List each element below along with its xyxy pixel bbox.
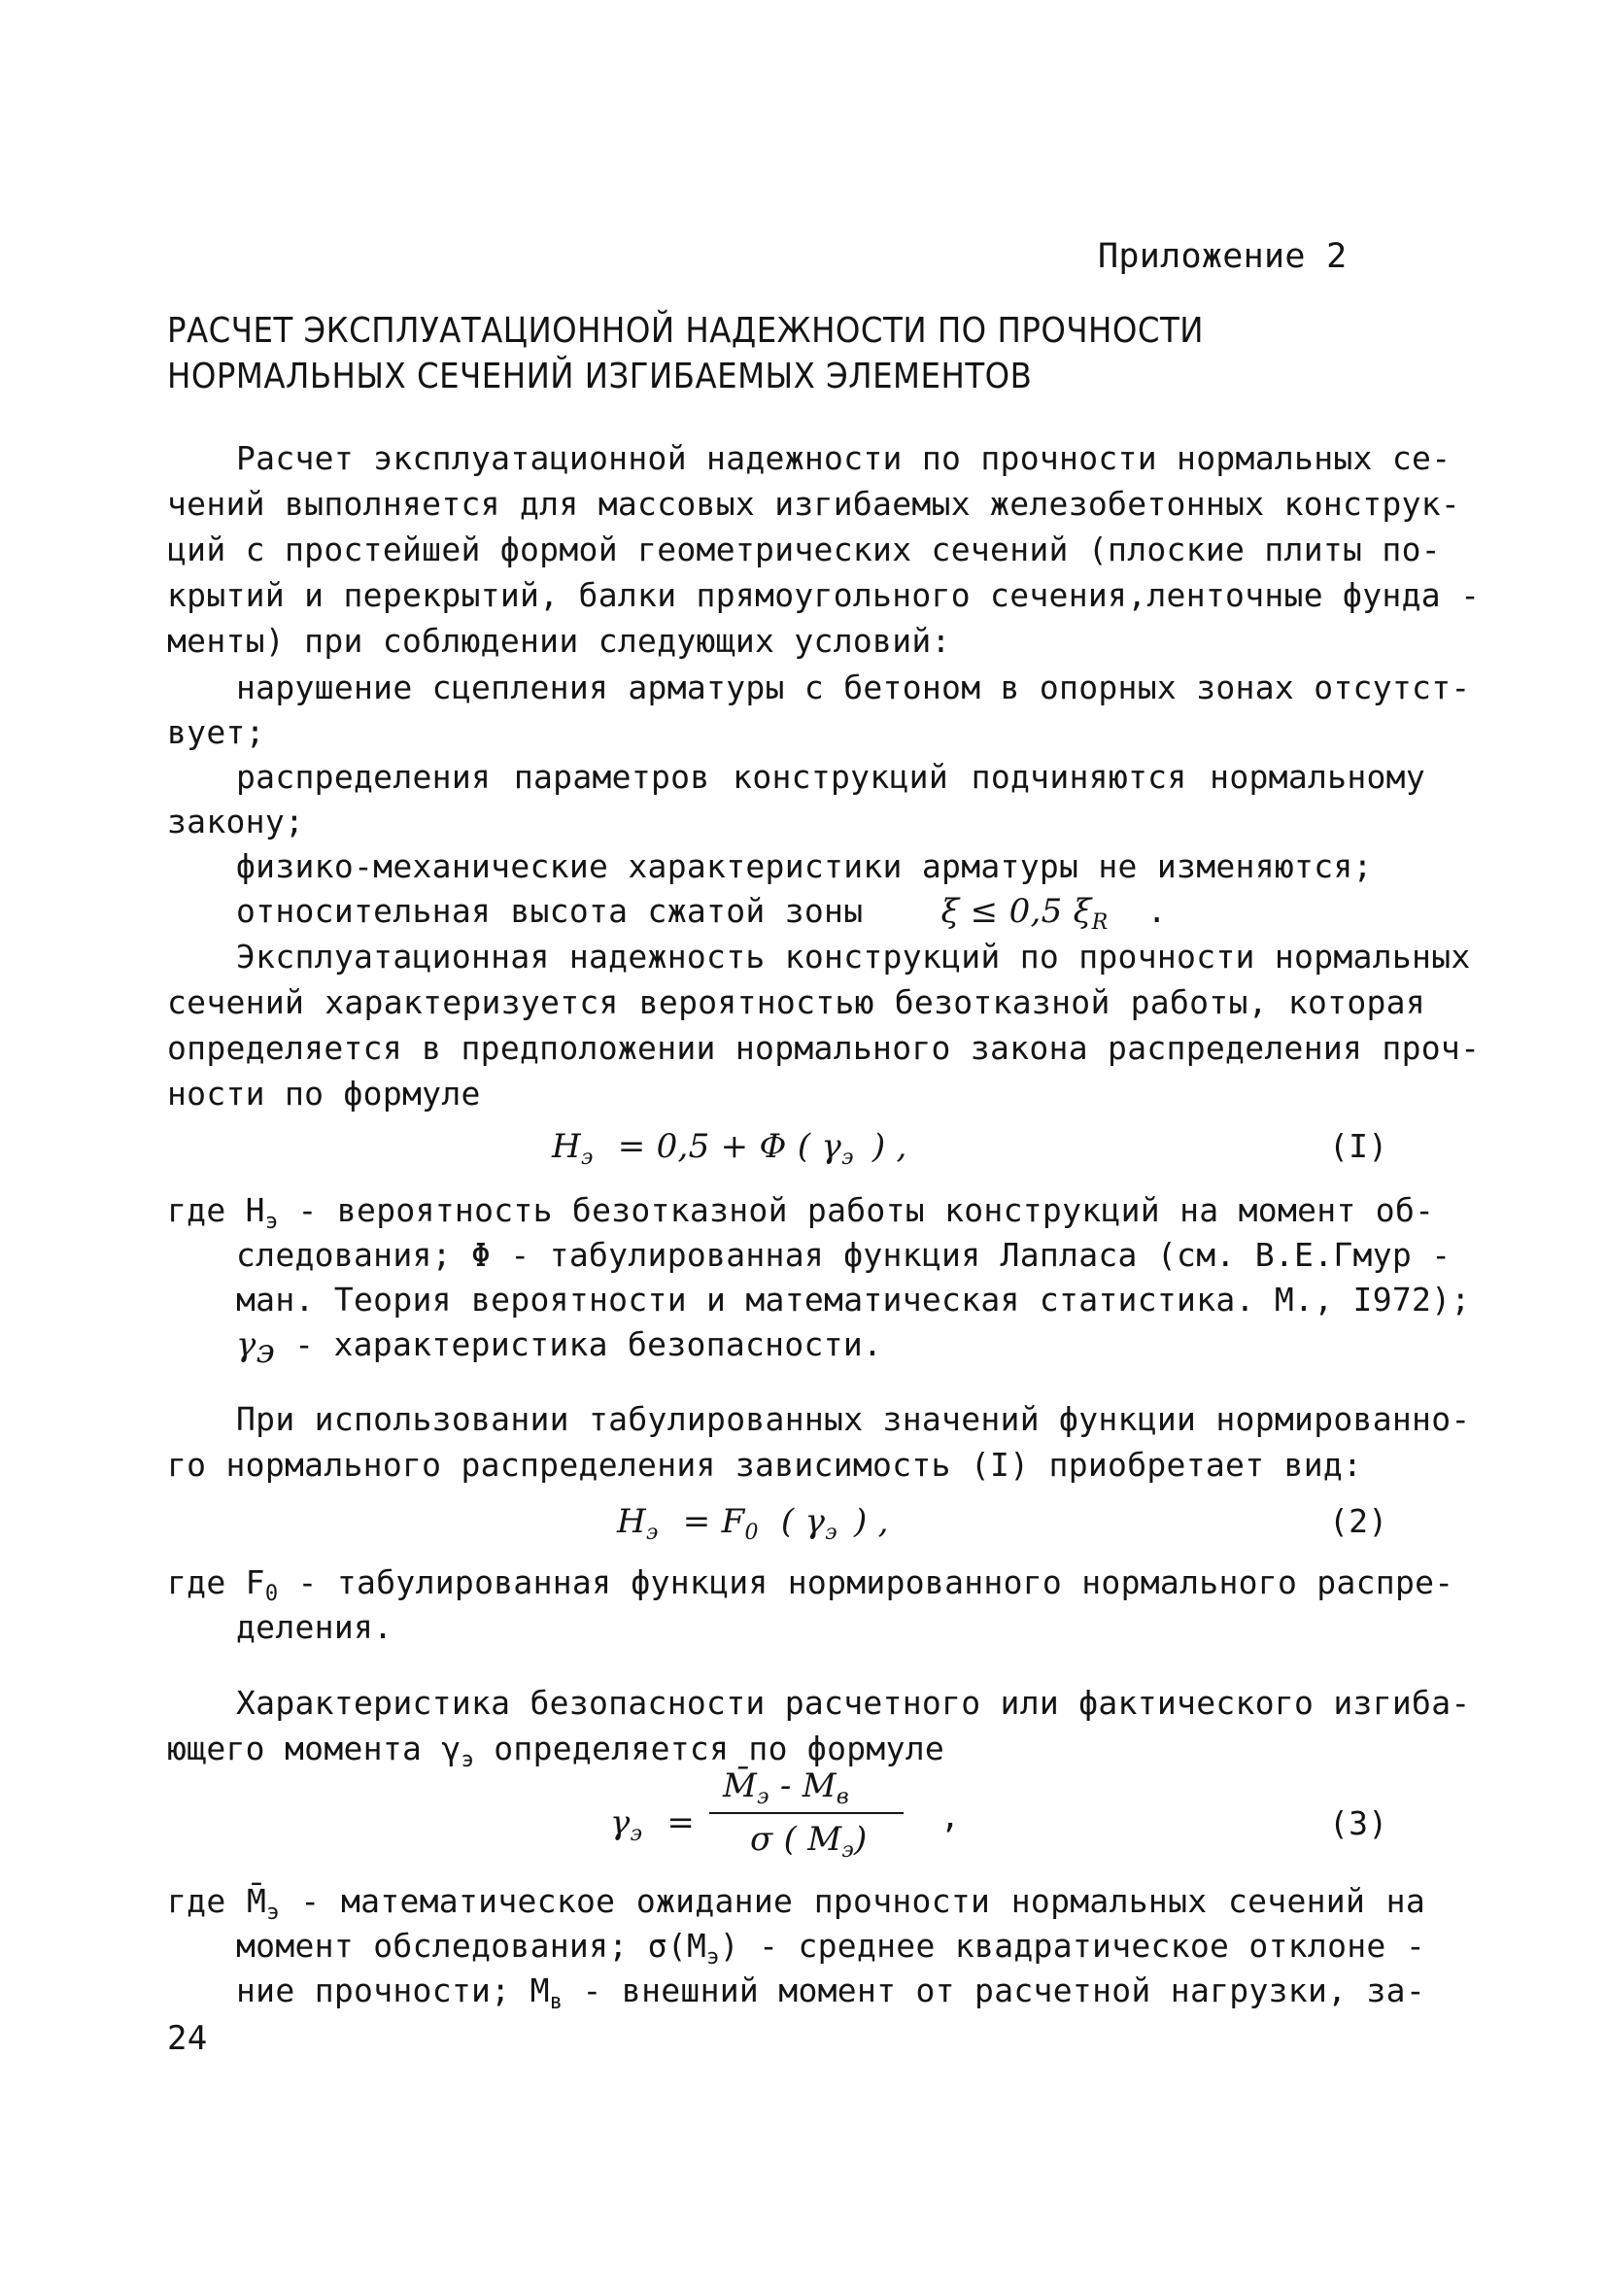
paragraph-line: Характеристика безопасности расчетного или фактического изгиба- [236, 1684, 1471, 1722]
paragraph-line: го нормального распределения зависимость (I) приобретает вид: [167, 1446, 1363, 1484]
appendix-label: Приложение 2 [1098, 237, 1348, 276]
paragraph-line: чений выполняется для массовых изгибаемых железобетонных конструк- [167, 485, 1461, 523]
paragraph-line: ющего момента $\gamma_э$ определяется по формуле [167, 1730, 945, 1772]
paragraph-line: определяется в предположении нормального закона распределения проч- [167, 1029, 1481, 1067]
section-title-line-1: РАСЧЕТ ЭКСПЛУАТАЦИОННОЙ НАДЕЖНОСТИ ПО ПРОЧНОСТИ [167, 311, 1205, 351]
paragraph-line: ций с простейшей формой геометрических сечений (плоские плиты по- [167, 531, 1441, 568]
equation-3-fraction [709, 1766, 904, 1873]
condition-line: нарушение сцепления арматуры с бетоном в опорных зонах отсутст- [236, 668, 1471, 706]
xi-inequality: ξ ≤ 0,5 $\xi_R$ [940, 892, 1109, 935]
section-title-line-2: НОРМАЛЬНЫХ СЕЧЕНИЙ ИЗГИБАЕМЫХ ЭЛЕМЕНТОВ [167, 357, 1033, 396]
condition-text: относительная высота сжатой зоны [236, 892, 864, 930]
paragraph-line: Расчет эксплуатационной надежности по прочности нормальных се- [236, 439, 1452, 477]
equation-number-2: (2) [1329, 1502, 1388, 1540]
page-number: 24 [167, 2019, 208, 2058]
paragraph-line: крытий и перекрытий, балки прямоугольного сечения,ленточные фунда - [167, 576, 1481, 614]
equation-1: $H_э = 0,5 + \Phi$ ( $\gamma_э$ ) , [552, 1127, 907, 1170]
fraction-bar [709, 1812, 904, 1814]
condition-line: относительная высота сжатой зоны ξ ≤ 0,5 $\xi_R$ . [236, 892, 1167, 935]
definition-line: где $M̄_э$ - математическое ожидание прочности нормальных сечений на [167, 1882, 1425, 1925]
condition-line: физико-механические характеристики арматуры не изменяются; [236, 847, 1373, 885]
equation-2: $H_э = F_0$ ( $\gamma_э$ ) , [617, 1502, 889, 1545]
paragraph-line: Эксплуатационная надежность конструкций по прочности нормальных [236, 938, 1471, 976]
paragraph-line: ности по формуле [167, 1075, 481, 1113]
definition-line: где $F_0$ - табулированная функция нормированного нормального распре- [167, 1563, 1454, 1606]
definition-line: $\gamma_э$ - характеристика безопасности. [236, 1325, 883, 1371]
paragraph-line: При использовании табулированных значений функции нормированно- [236, 1400, 1471, 1438]
condition-line: распределения параметров конструкций подчиняются нормальному [236, 758, 1425, 796]
equation-3-comma: , [940, 1798, 961, 1835]
definition-line: ние прочности; $M_в$ - внешний момент от расчетной нагрузки, за- [236, 1971, 1425, 2014]
fraction-denominator: σ ( $M_э$) [750, 1820, 868, 1863]
condition-line: вует; [167, 713, 265, 751]
definition-line: момент обследования; $\sigma(M_э)$ - среднее квадратическое отклоне - [236, 1927, 1425, 1970]
definition-line: ман. Теория вероятности и математическая статистика. М., I972); [236, 1281, 1471, 1319]
definition-line: где $H_э$ - вероятность безотказной работы конструкций на момент об- [167, 1191, 1435, 1234]
paragraph-line: сечений характеризуется вероятностью безотказной работы, которая [167, 983, 1425, 1021]
equation-3-lhs: $\gamma_э$ = [610, 1803, 696, 1846]
fraction-numerator: $M̄_э - M_в$ [723, 1766, 849, 1809]
definition-line: следования; Φ - табулированная функция Лапласа (см. В.Е.Гмур - [236, 1236, 1452, 1274]
definition-line: деления. [236, 1608, 393, 1646]
paragraph-line: менты) при соблюдении следующих условий: [167, 622, 951, 660]
equation-number-1: (I) [1329, 1127, 1388, 1165]
equation-number-3: (3) [1329, 1804, 1388, 1842]
condition-line: закону; [167, 803, 305, 840]
